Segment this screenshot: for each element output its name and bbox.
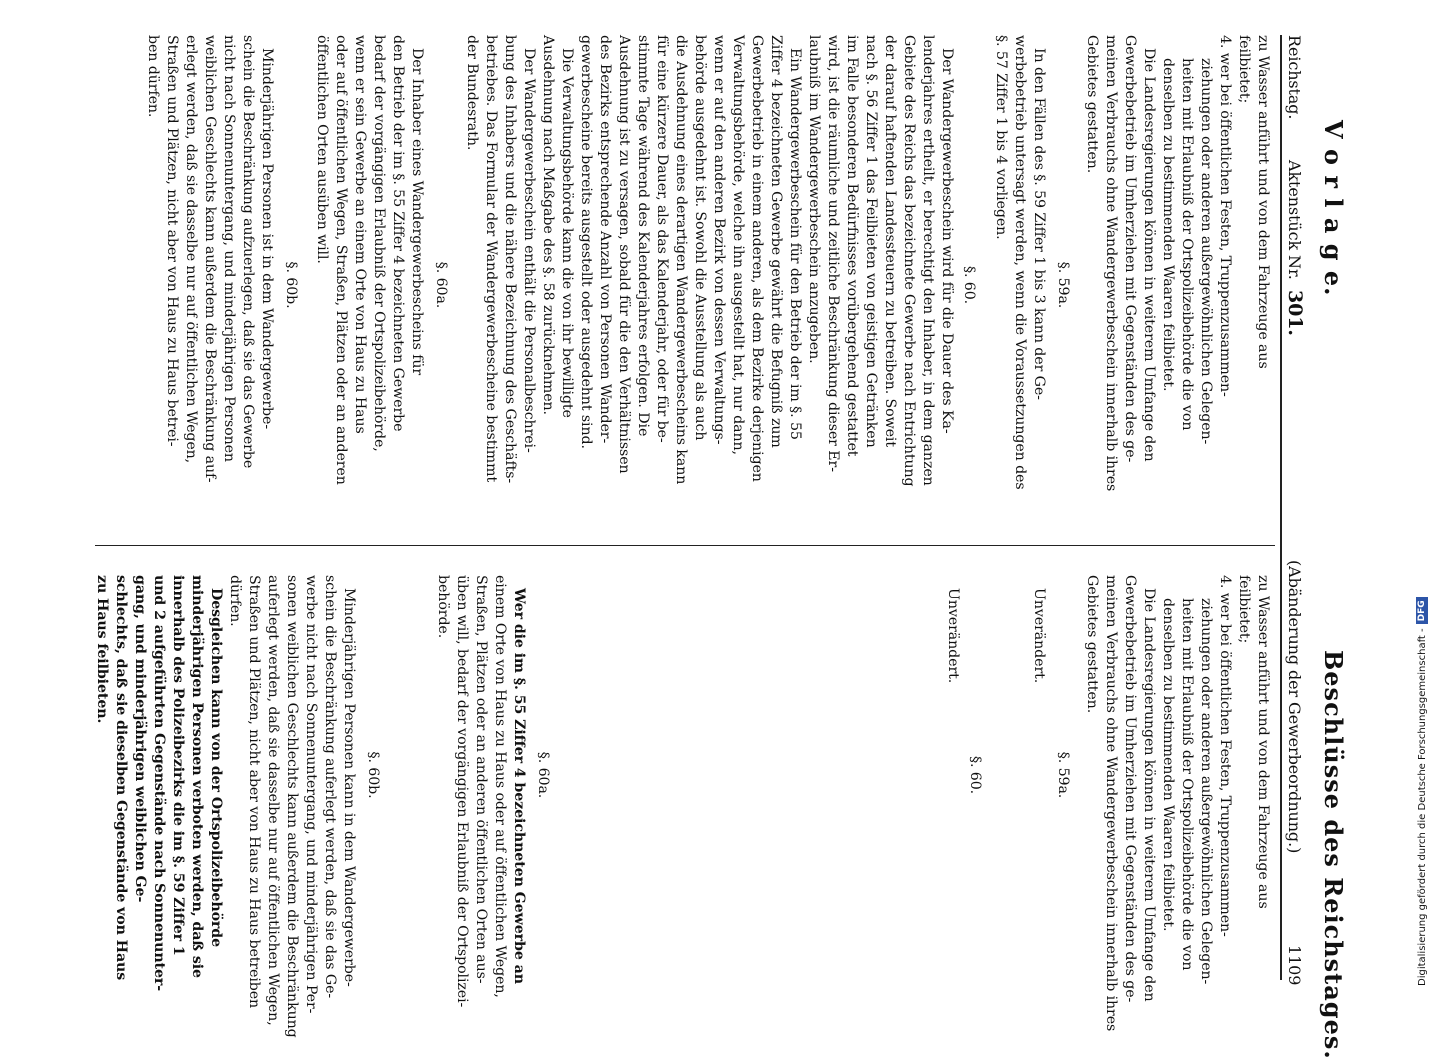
text-line: ziehungen oder anderen außergewöhnlichen Gelegen- bbox=[1198, 58, 1214, 445]
section-heading: §. 60a. bbox=[433, 261, 449, 309]
text-line: Der Wandergewerbeschein wird für die Dauer des Ka- bbox=[939, 48, 955, 434]
text-line: nicht nach Sonnenuntergang, und minderjährigen Personen bbox=[221, 35, 237, 462]
text-line: behörde ausgedehnt ist. Sowohl die Ausstellung als auch bbox=[692, 35, 708, 441]
text-line: zu Wasser anführt und von dem Fahrzeuge aus bbox=[1255, 35, 1271, 369]
text-line: Gewerbebetrieb in einem anderen, als dem Bezirke derjenigen bbox=[749, 35, 765, 482]
text-line: feilbietet; bbox=[1236, 35, 1252, 104]
text-line: dürfen. bbox=[227, 575, 243, 627]
text-line: denselben zu bestimmenden Waaren feilbietet. bbox=[1160, 598, 1176, 932]
text-line: Ziffer 4 bezeichneten Gewerbe gewährt die Befugniß zum bbox=[768, 35, 784, 448]
text-line: heiten mit Erlaubniß der Ortspolizeibehörde die von bbox=[1179, 58, 1195, 431]
text-line: Minderjährigen Personen kann in dem Wandergewerbe- bbox=[341, 588, 357, 987]
text-line: schein die Beschränkung auferlegt werden, daß sie das Ge- bbox=[322, 575, 338, 999]
text-line: nach §. 56 Ziffer 1 das Feilbieten von geistigen Getränken bbox=[863, 35, 879, 448]
text-line: innerhalb des Polizeibezirks die im §. 59 Ziffer 1 bbox=[170, 575, 186, 956]
text-line: denselben zu bestimmenden Waaren feilbietet. bbox=[1160, 58, 1176, 392]
page-number: 1109 bbox=[1285, 945, 1304, 986]
text-line: 4. wer bei öffentlichen Festen, Truppenzusammen- bbox=[1217, 35, 1233, 397]
text-line: Die Landesregierungen können in weiterem Umfange den bbox=[1141, 48, 1157, 462]
right-column-title: Beschlüsse des Reichstages. bbox=[1319, 650, 1348, 1060]
section-heading: §. 57 Ziffer 1 bis 4 vorliegen. bbox=[993, 35, 1009, 240]
digitization-credit-label: Digitalisierung gefördert durch die Deutsche Forschungsgemeinschaft - bbox=[1417, 628, 1428, 986]
text-line: Die Verwaltungsbehörde kann die von ihr bewilligte bbox=[559, 48, 575, 418]
left-column-title: V o r l a g e. bbox=[1319, 120, 1348, 297]
text-line: minderjährigen Personen verboten werden, daß sie bbox=[189, 575, 205, 978]
text-line: der darauf haftenden Landessteuern zu betreiben. Soweit bbox=[882, 35, 898, 447]
text-line: schein die Beschränkung aufzuerlegen, daß sie das Gewerbe bbox=[240, 35, 256, 469]
text-line: In den Fällen des §. 59 Ziffer 1 bis 3 kann der Ge- bbox=[1031, 48, 1047, 400]
section-heading: §. 60b. bbox=[365, 751, 381, 799]
section-heading: §. 60b. bbox=[283, 261, 299, 309]
header-middle: Aktenstück Nr. bbox=[1285, 160, 1304, 280]
text-line: Straßen und Plätzen, nicht aber von Haus zu Haus betreiben bbox=[246, 575, 262, 1009]
text-line: einem Orte von Haus zu Haus oder auf öffentlichen Wegen, bbox=[492, 575, 508, 998]
text-line: Minderjährigen Personen ist in dem Wandergewerbe- bbox=[259, 48, 275, 430]
text-line: behörde. bbox=[435, 575, 451, 639]
text-line: stimmte Tage während des Kalenderjahres erfolgen. Die bbox=[635, 35, 651, 437]
text-line: Ausdehnung nach Maßgabe des §. 58 zurücknehmen. bbox=[540, 35, 556, 415]
section-heading: §. 60. bbox=[967, 755, 983, 795]
text-line: sonen weiblichen Geschlechts kann außerdem die Beschränkung bbox=[284, 575, 300, 1038]
text-line: werbe nicht nach Sonnenuntergang, und minderjährigen Per- bbox=[303, 575, 319, 1014]
text-line: Gebietes gestatten. bbox=[1084, 575, 1100, 714]
text-line: gewerbescheine bereits ausgestellt oder ausgedehnt sind. bbox=[578, 35, 594, 449]
text-line: wenn er auf den anderen Bezirk von dessen Verwaltungs- bbox=[711, 35, 727, 445]
text-line: Desgleichen kann von der Ortspolizeibehörde bbox=[208, 588, 224, 948]
dfg-badge: DFG bbox=[1416, 597, 1428, 624]
text-line: Gewerbebetrieb im Umherziehen mit Gegenständen des ge- bbox=[1122, 575, 1138, 1003]
text-line: Der Wandergewerbeschein enthält die Personalbeschrei- bbox=[521, 48, 537, 453]
text-line: heiten mit Erlaubniß der Ortspolizeibehörde die von bbox=[1179, 598, 1195, 971]
text-line: lenderjahres ertheilt, er berechtigt den Inhaber, in dem ganzen bbox=[920, 35, 936, 486]
text-line: betriebes. Das Formular der Wandergewerbescheine bestimmt bbox=[483, 35, 499, 483]
section-heading: §. 60a. bbox=[535, 751, 551, 799]
text-line: schlechts, daß sie dieselben Gegenstände von Haus bbox=[113, 575, 129, 981]
text-line: Unverändert. bbox=[1031, 588, 1047, 684]
text-line: meinen Verbrauchs ohne Wandergewerbeschein innerhalb ihres bbox=[1103, 35, 1119, 492]
section-heading: §. 60. bbox=[961, 265, 977, 305]
text-line: wird, ist die räumliche und zeitliche Beschränkung dieser Er- bbox=[825, 35, 841, 472]
text-line: feilbietet; bbox=[1236, 575, 1252, 644]
text-line: die Ausdehnung eines derartigen Wandergewerbescheins kann bbox=[673, 35, 689, 485]
text-line: und 2 aufgeführten Gegenstände nach Sonnenunter- bbox=[151, 575, 167, 992]
text-line: meinen Verbrauchs ohne Wandergewerbeschein innerhalb ihres bbox=[1103, 575, 1119, 1032]
text-line: Straßen, Plätzen oder an anderen öffentlichen Orten aus- bbox=[473, 575, 489, 984]
header-left: Reichstag. bbox=[1285, 35, 1304, 120]
text-line: auferlegt werden, daß sie dasselbe nur auf öffentlichen Wegen, bbox=[265, 575, 281, 1026]
text-line: werbebetrieb untersagt werden, wenn die Voraussetzungen des bbox=[1012, 35, 1028, 490]
text-line: bung des Inhabers und die nähere Bezeichnung des Geschäfts- bbox=[502, 35, 518, 484]
text-line: bedarf der vorgängigen Erlaubniß der Ortspolizeibehörde, bbox=[371, 35, 387, 452]
text-line: Straßen und Plätzen, nicht aber von Haus zu Haus betrei- bbox=[164, 35, 180, 447]
text-line: Gewerbebetrieb im Umherziehen mit Gegenständen des ge- bbox=[1122, 35, 1138, 463]
text-line: gang, und minderjährigen weiblichen Ge- bbox=[132, 575, 148, 903]
text-line: laubniß im Wandergewerbeschein anzugeben. bbox=[806, 35, 822, 364]
text-line: der Bundesrath. bbox=[464, 35, 480, 151]
text-line: Unverändert. bbox=[945, 588, 961, 684]
column-divider bbox=[95, 545, 1275, 546]
text-line: erlegt werden, daß sie dasselbe nur auf öffentlichen Wegen, bbox=[183, 35, 199, 464]
text-line: des Bezirks entsprechende Anzahl von Personen Wander- bbox=[597, 35, 613, 444]
text-line: für eine kürzere Dauer, als das Kalenderjahr, oder für be- bbox=[654, 35, 670, 443]
text-line: üben will, bedarf der vorgängigen Erlaubniß der Ortspolizei- bbox=[454, 575, 470, 1008]
text-line: ben dürfen. bbox=[145, 35, 161, 118]
text-line: oder auf öffentlichen Wegen, Straßen, Plätzen oder an anderen bbox=[333, 35, 349, 485]
text-line: ziehungen oder anderen außergewöhnlichen Gelegen- bbox=[1198, 598, 1214, 985]
header-right: (Abänderung der Gewerbeordnung.) bbox=[1285, 560, 1304, 854]
text-line: zu Wasser anführt und von dem Fahrzeuge aus bbox=[1255, 575, 1271, 909]
text-line: Der Inhaber eines Wandergewerbescheins für bbox=[409, 48, 425, 376]
text-line: im Falle besonderen Bedürfnisses vorübergehend gestattet bbox=[844, 35, 860, 457]
text-line: Gebiete des Reichs das bezeichnete Gewerbe nach Entrichtung bbox=[901, 35, 917, 487]
section-heading: §. 59a. bbox=[1055, 751, 1071, 799]
text-line: Ein Wandergewerbeschein für den Betrieb der im §. 55 bbox=[787, 48, 803, 440]
text-line: Die Landesregierungen können in weiterem Umfange den bbox=[1141, 588, 1157, 1002]
text-line: zu Haus feilbieten. bbox=[94, 575, 110, 724]
text-line: weiblichen Geschlechts kann außerdem die Beschränkung auf- bbox=[202, 35, 218, 483]
section-heading: §. 59a. bbox=[1055, 261, 1071, 309]
text-line: Gebietes gestatten. bbox=[1084, 35, 1100, 174]
text-line: den Betrieb der im §. 55 Ziffer 4 bezeichneten Gewerbe bbox=[390, 35, 406, 432]
text-line: wenn er sein Gewerbe an einem Orte von Haus zu Haus bbox=[352, 35, 368, 434]
header-number: 301. bbox=[1284, 290, 1306, 336]
text-line: Verwaltungsbehörde, welche ihn ausgestellt hat, nur dann, bbox=[730, 35, 746, 455]
digitization-credit-sidebar bbox=[1410, 0, 1432, 1000]
text-line: Ausdehnung ist zu versagen, sobald für die den Verhältnissen bbox=[616, 35, 632, 474]
header-rule bbox=[1280, 35, 1282, 980]
text-line: Wer die im §. 55 Ziffer 4 bezeichneten Gewerbe an bbox=[511, 588, 527, 984]
text-line: 4. wer bei öffentlichen Festen, Truppenzusammen- bbox=[1217, 575, 1233, 937]
text-line: öffentlichen Orten ausüben will. bbox=[314, 35, 330, 264]
